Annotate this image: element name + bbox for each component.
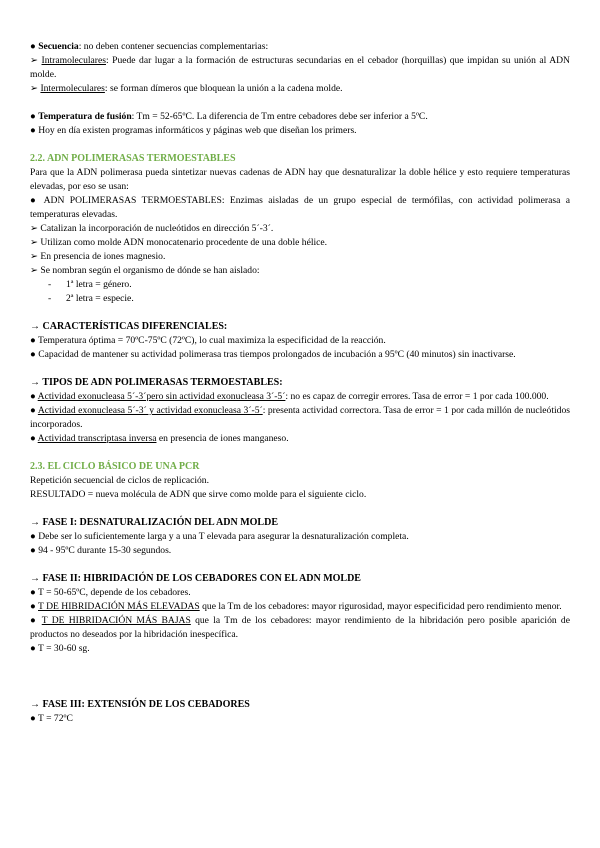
list-item: ● T = 72ºC (30, 713, 73, 724)
paragraph: ● Temperatura de fusión: Tm = 52-65ºC. La diferencia de Tm entre cebadores debe ser inferior a 5ºC. (30, 111, 428, 122)
list-item: ● Actividad exonucleasa 5´-3´pero sin actividad exonucleasa 3´-5´: no es capaz de corregir errores. Tasa de error = 1 por cada 100.000. (30, 391, 549, 402)
list-item: ● T = 30-60 sg. (30, 643, 90, 654)
subheading: → TIPOS DE ADN POLIMERASAS TERMOESTABLES: (30, 377, 283, 388)
list-item: - 2ª letra = especie. (48, 293, 134, 304)
paragraph: Para que la ADN polimerasa pueda sintetizar nuevas cadenas de ADN hay que desnaturalizar la doble hélice y esto requiere temperaturas elevadas, por eso se usan: (30, 167, 570, 192)
list-item: ● T = 50-65ºC, depende de los cebadores. (30, 587, 191, 598)
paragraph: ➢ Intramoleculares: Puede dar lugar a la formación de estructuras secundarias en el cebador (horquillas) que impidan su unión al ADN molde. (30, 55, 570, 80)
list-item: ➢ En presencia de iones magnesio. (30, 251, 166, 262)
paragraph: ➢ Intermoleculares: se forman dímeros que bloquean la unión a la cadena molde. (30, 83, 343, 94)
paragraph: ● Hoy en día existen programas informáticos y páginas web que diseñan los primers. (30, 125, 357, 136)
subheading: → FASE I: DESNATURALIZACIÓN DEL ADN MOLDE (30, 517, 278, 528)
paragraph: RESULTADO = nueva molécula de ADN que sirve como molde para el siguiente ciclo. (30, 489, 367, 500)
section-heading: 2.3. EL CICLO BÁSICO DE UNA PCR (30, 461, 200, 472)
subheading: → CARACTERÍSTICAS DIFERENCIALES: (30, 321, 228, 332)
paragraph: ● Secuencia: no deben contener secuencias complementarias: (30, 41, 269, 52)
list-item: ● Debe ser lo suficientemente larga y a una T elevada para asegurar la desnaturalización completa. (30, 531, 409, 542)
list-item: ● Actividad exonucleasa 5´-3´ y actividad exonucleasa 3´-5´: presenta actividad correctora. Tasa de error = 1 por cada millón de nucleótidos incorporados. (30, 405, 570, 430)
paragraph: Repetición secuencial de ciclos de replicación. (30, 475, 210, 486)
list-item: ● T DE HIBRIDACIÓN MÁS ELEVADAS que la Tm de los cebadores: mayor rigurosidad, mayor especificidad pero rendimiento menor. (30, 601, 562, 612)
list-item: ➢ Utilizan como molde ADN monocatenario procedente de una doble hélice. (30, 237, 328, 248)
list-item: ➢ Se nombran según el organismo de dónde se han aislado: (30, 265, 260, 276)
subheading: → FASE II: HIBRIDACIÓN DE LOS CEBADORES CON EL ADN MOLDE (30, 573, 361, 584)
subheading: → FASE III: EXTENSIÓN DE LOS CEBADORES (30, 699, 250, 710)
list-item: ● Temperatura óptima = 70ºC-75ºC (72ºC), lo cual maximiza la especificidad de la reacción. (30, 335, 386, 346)
list-item: ➢ Catalizan la incorporación de nucleótidos en dirección 5´-3´. (30, 223, 274, 234)
paragraph: ● ADN POLIMERASAS TERMOESTABLES: Enzimas aisladas de un grupo especial de termófilas, con actividad polimerasa a temperaturas elevadas. (30, 195, 570, 220)
section-heading: 2.2. ADN POLIMERASAS TERMOESTABLES (30, 153, 236, 164)
list-item: - 1ª letra = género. (48, 279, 132, 290)
list-item: ● Actividad transcriptasa inversa en presencia de iones manganeso. (30, 433, 289, 444)
list-item: ● T DE HIBRIDACIÓN MÁS BAJAS que la Tm de los cebadores: mayor rendimiento de la hibridación pero posible aparición de productos no deseados por la hibridación inespecífica. (30, 615, 570, 640)
list-item: ● 94 - 95ºC durante 15-30 segundos. (30, 545, 172, 556)
list-item: ● Capacidad de mantener su actividad polimerasa tras tiempos prolongados de incubación a 95ºC (40 minutos) sin inactivarse. (30, 349, 516, 360)
